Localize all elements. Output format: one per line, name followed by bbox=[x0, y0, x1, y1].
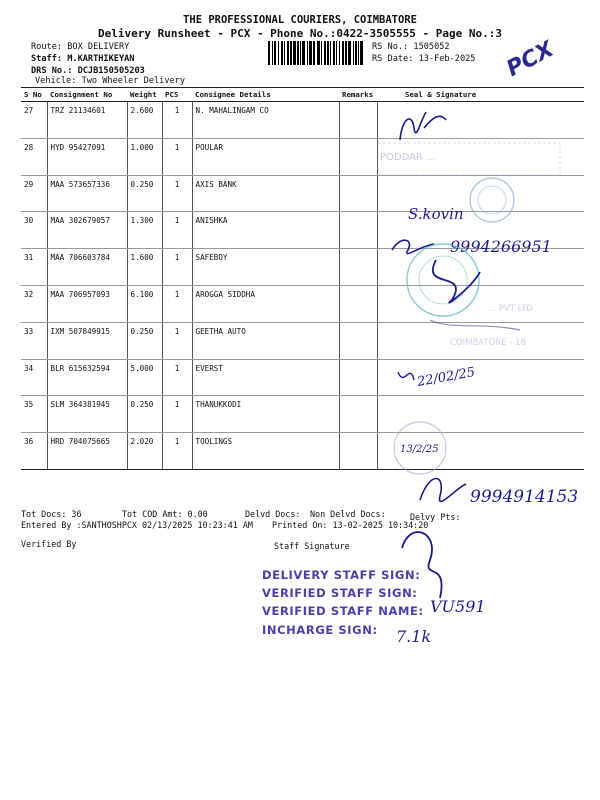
barcode-bar bbox=[287, 41, 289, 65]
table-row bbox=[21, 249, 584, 286]
cell-sno: 34 bbox=[21, 359, 47, 396]
cell-weight: 1.300 bbox=[127, 212, 162, 249]
cell-seal bbox=[377, 322, 584, 359]
cell-remarks bbox=[339, 249, 377, 286]
staff-signature-label: Staff Signature bbox=[274, 541, 350, 551]
cell-remarks bbox=[339, 433, 377, 470]
cell-consignee: EVERST bbox=[192, 359, 339, 396]
handwriting-row33-date: 22/02/25 bbox=[416, 365, 477, 390]
cell-pcs: 1 bbox=[162, 249, 192, 286]
verified-staff-name: VERIFIED STAFF NAME: bbox=[262, 604, 424, 618]
handwriting-row29: S.kovin bbox=[408, 205, 464, 223]
barcode-bar bbox=[300, 41, 301, 65]
printed-on: Printed On: 13-02-2025 10:34:20 bbox=[272, 520, 429, 530]
cell-pcs: 1 bbox=[162, 212, 192, 249]
barcode-bar bbox=[348, 41, 351, 65]
incharge-sign: INCHARGE SIGN: bbox=[262, 623, 378, 637]
barcode-bar bbox=[297, 41, 299, 65]
table-row bbox=[21, 359, 584, 396]
table-row bbox=[21, 138, 584, 175]
cell-consignment: HRD 704075665 bbox=[47, 433, 127, 470]
barcode-bar bbox=[342, 41, 344, 65]
pcx-stamp-text: PCX bbox=[502, 36, 558, 83]
cell-consignee: N. MAHALINGAM CO bbox=[192, 102, 339, 139]
handwriting-row35-date: 13/2/25 bbox=[400, 444, 439, 455]
cell-sno: 31 bbox=[21, 249, 47, 286]
cell-remarks bbox=[339, 175, 377, 212]
cell-seal bbox=[377, 249, 584, 286]
delivery-points: Delvy Pts: bbox=[410, 512, 461, 522]
cell-seal bbox=[377, 285, 584, 322]
barcode-bar bbox=[302, 41, 305, 65]
barcode-bar bbox=[330, 41, 331, 65]
table-row bbox=[21, 396, 584, 433]
col-seal: Seal & Signature bbox=[377, 88, 584, 102]
barcode-bar bbox=[268, 41, 270, 65]
cell-pcs: 1 bbox=[162, 433, 192, 470]
table-header-row bbox=[21, 88, 584, 102]
table-row bbox=[21, 285, 584, 322]
cell-seal bbox=[377, 396, 584, 433]
cell-consignee: AXIS BANK bbox=[192, 175, 339, 212]
verified-staff-sign: VERIFIED STAFF SIGN: bbox=[262, 586, 418, 600]
delivery-staff-sign: DELIVERY STAFF SIGN: bbox=[262, 568, 421, 582]
table-row bbox=[21, 102, 584, 139]
cell-weight: 1.000 bbox=[127, 138, 162, 175]
barcode-bar bbox=[272, 41, 273, 65]
handwriting-row30-phone: 9994266951 bbox=[450, 237, 552, 256]
cell-remarks bbox=[339, 138, 377, 175]
staff-label: Staff: M.KARTHIKEYAN bbox=[31, 54, 135, 64]
barcode-bar bbox=[284, 41, 285, 65]
cell-pcs: 1 bbox=[162, 359, 192, 396]
cell-sno: 36 bbox=[21, 433, 47, 470]
svg-text:COIMBATORE - 18: COIMBATORE - 18 bbox=[450, 338, 526, 348]
cell-sno: 30 bbox=[21, 212, 47, 249]
cell-sno: 27 bbox=[21, 102, 47, 139]
cell-consignee: SAFEBOY bbox=[192, 249, 339, 286]
verified-by: Verified By bbox=[21, 539, 77, 549]
cell-sno: 29 bbox=[21, 175, 47, 212]
barcode-bar bbox=[333, 41, 335, 65]
barcode-bar bbox=[281, 41, 283, 65]
rs-date: RS Date: 13-Feb-2025 bbox=[372, 54, 476, 64]
cell-weight: 2.600 bbox=[127, 102, 162, 139]
cell-weight: 0.250 bbox=[127, 322, 162, 359]
table-row bbox=[21, 212, 584, 249]
cell-weight: 0.250 bbox=[127, 175, 162, 212]
runsheet-title: Delivery Runsheet - PCX - Phone No.:0422-3505555 - Page No.:3 bbox=[98, 27, 502, 40]
cell-seal bbox=[377, 102, 584, 139]
cell-seal bbox=[377, 138, 584, 175]
company-title: THE PROFESSIONAL COURIERS, COIMBATORE bbox=[183, 14, 417, 26]
cell-seal bbox=[377, 359, 584, 396]
total-cod: Tot COD Amt: 0.00 bbox=[122, 509, 208, 519]
cell-consignment: TRZ 21134601 bbox=[47, 102, 127, 139]
cell-seal bbox=[377, 433, 584, 470]
cell-weight: 1.600 bbox=[127, 249, 162, 286]
svg-text:... PVT LTD: ... PVT LTD bbox=[488, 304, 533, 314]
cell-consignee: ANISHKA bbox=[192, 212, 339, 249]
cell-pcs: 1 bbox=[162, 175, 192, 212]
col-sno: S No bbox=[21, 88, 47, 102]
cell-sno: 28 bbox=[21, 138, 47, 175]
barcode-bar bbox=[313, 41, 315, 65]
cell-pcs: 1 bbox=[162, 102, 192, 139]
svg-text:PODDAR ...: PODDAR ... bbox=[380, 152, 436, 163]
cell-sno: 35 bbox=[21, 396, 47, 433]
cell-pcs: 1 bbox=[162, 285, 192, 322]
col-remarks: Remarks bbox=[339, 88, 377, 102]
vehicle-label: Vehicle: Two Wheeler Delivery bbox=[35, 76, 186, 86]
col-consignment: Consignment No bbox=[47, 88, 127, 102]
signature-row36 bbox=[420, 479, 466, 502]
barcode-bar bbox=[339, 41, 340, 65]
cell-consignment: MAA 302679057 bbox=[47, 212, 127, 249]
barcode-bar bbox=[324, 41, 326, 65]
cell-sno: 33 bbox=[21, 322, 47, 359]
barcode-bar bbox=[278, 41, 279, 65]
entered-by: Entered By :SANTHOSHPCX 02/13/2025 10:23:41 AM bbox=[21, 520, 253, 530]
cell-consignee: THANUKKODI bbox=[192, 396, 339, 433]
barcode-bar bbox=[327, 41, 329, 65]
barcode-bar bbox=[321, 41, 322, 65]
cell-remarks bbox=[339, 322, 377, 359]
cell-remarks bbox=[339, 102, 377, 139]
handwriting-verified-name: VU591 bbox=[430, 597, 486, 616]
cell-consignee: POULAR bbox=[192, 138, 339, 175]
handwriting-row36-phone: 9994914153 bbox=[470, 487, 579, 507]
col-weight: Weight bbox=[127, 88, 162, 102]
cell-weight: 0.250 bbox=[127, 396, 162, 433]
cell-consignment: IXM 507849915 bbox=[47, 322, 127, 359]
cell-consignment: MAA 573657336 bbox=[47, 175, 127, 212]
cell-seal bbox=[377, 175, 584, 212]
cell-weight: 6.100 bbox=[127, 285, 162, 322]
barcode-bar bbox=[309, 41, 312, 65]
cell-consignee: TOOLINGS bbox=[192, 433, 339, 470]
barcode-bar bbox=[307, 41, 308, 65]
col-consignee: Consignee Details bbox=[192, 88, 339, 102]
cell-remarks bbox=[339, 285, 377, 322]
total-docs: Tot Docs: 36 bbox=[21, 509, 82, 519]
cell-consignment: MAA 706957093 bbox=[47, 285, 127, 322]
cell-consignment: BLR 615632594 bbox=[47, 359, 127, 396]
barcode-bar bbox=[317, 41, 320, 65]
barcode-bar bbox=[355, 41, 357, 65]
barcode-bar bbox=[274, 41, 276, 65]
cell-remarks bbox=[339, 396, 377, 433]
barcode-bar bbox=[358, 41, 359, 65]
barcode-bar bbox=[290, 41, 292, 65]
cell-pcs: 1 bbox=[162, 322, 192, 359]
rs-number: RS No.: 1505052 bbox=[372, 42, 450, 52]
cell-consignment: MAA 706603784 bbox=[47, 249, 127, 286]
non-delivered-docs: Non Delvd Docs: bbox=[310, 509, 386, 519]
barcode-bar bbox=[353, 41, 354, 65]
barcode-bar bbox=[360, 41, 363, 65]
barcode-bar bbox=[336, 41, 337, 65]
handwriting-incharge: 7.1k bbox=[396, 627, 432, 646]
cell-pcs: 1 bbox=[162, 396, 192, 433]
cell-consignment: HYD 95427091 bbox=[47, 138, 127, 175]
cell-sno: 32 bbox=[21, 285, 47, 322]
table-row bbox=[21, 322, 584, 359]
cell-weight: 5.000 bbox=[127, 359, 162, 396]
cell-pcs: 1 bbox=[162, 138, 192, 175]
barcode-bar bbox=[345, 41, 347, 65]
barcode-bar bbox=[293, 41, 296, 65]
cell-seal bbox=[377, 212, 584, 249]
cell-consignee: GEETHA AUTO bbox=[192, 322, 339, 359]
runsheet-table bbox=[21, 87, 584, 470]
col-pcs: PCS bbox=[162, 88, 192, 102]
cell-consignee: AROGGA SIDDHA bbox=[192, 285, 339, 322]
cell-consignment: SLM 364381945 bbox=[47, 396, 127, 433]
drs-number: DRS No.: DCJB150505203 bbox=[31, 66, 145, 76]
cell-remarks bbox=[339, 359, 377, 396]
barcode bbox=[268, 41, 364, 65]
route-label: Route: BOX DELIVERY bbox=[31, 42, 130, 52]
table-row bbox=[21, 433, 584, 470]
cell-weight: 2.020 bbox=[127, 433, 162, 470]
table-row bbox=[21, 175, 584, 212]
delivered-docs: Delvd Docs: bbox=[245, 509, 301, 519]
cell-remarks bbox=[339, 212, 377, 249]
